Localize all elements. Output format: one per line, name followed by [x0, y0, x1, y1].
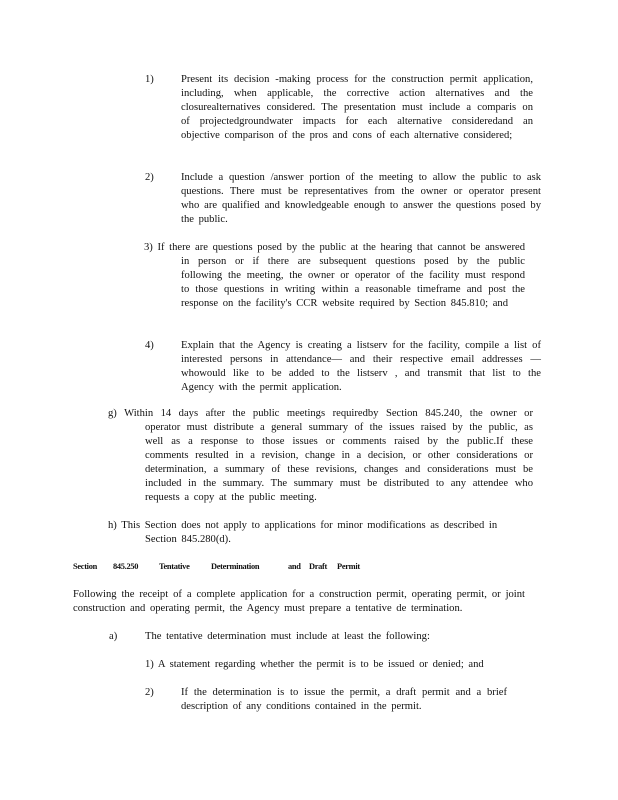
- item-4-number: 4): [145, 340, 154, 351]
- intro-paragraph: Following the receipt of a complete application for a construction permit, operating permit, or joint construction and operating permit, the Agency must prepare a tentative de termination.: [73, 589, 525, 614]
- item-2-number: 2): [145, 172, 154, 183]
- section-title-word-3: and: [288, 562, 301, 571]
- section-title-word-4: Draft: [309, 562, 328, 571]
- subsection-h-text: h) This Section does not apply to applications for minor modifications as described in Section 845.280(d).: [108, 520, 498, 545]
- section-heading: [73, 560, 373, 574]
- section-label: Section: [73, 562, 97, 571]
- subsection-a-text: The tentative determination must include at least the following:: [145, 631, 430, 642]
- item-1-number: 1): [145, 74, 154, 85]
- list-a-item-1: 1) A statement regarding whether the permit is to be issued or denied; and: [145, 659, 484, 670]
- subsection-a-letter: a): [109, 631, 118, 642]
- section-title-word-1: Tentative: [159, 562, 190, 571]
- item-1-text: Present its decision -making process for the construction permit application, including, when applicable, the corrective action alternatives and the closurealternatives considered. The presentation must include a comparis on of projectedgroundwater impacts for each alternative consideredand an objective comparison of the pros and cons of each alternative considered;: [181, 74, 533, 141]
- item-2-text: Include a question /answer portion of the meeting to allow the public to ask questions. There must be representatives from the owner or operator present who are qualified and knowledgeable enough to answer the questions posed by the public.: [181, 172, 541, 225]
- item-3-text: 3) If there are questions posed by the public at the hearing that cannot be answered in person or if there are subsequent questions posed by the public following the meeting, the owner or operator of the facility must respond to those questions in writing within a reasonable timeframe and post the response on the facility's CCR website required by Section 845.810; and: [144, 242, 525, 309]
- item-4-text: Explain that the Agency is creating a listserv for the facility, compile a list of interested persons in attendance— and their respective email addresses —whowould like to be added to the listserv , and transmit that list to the Agency with the permit application.: [181, 340, 541, 393]
- list-a-item-2-text: If the determination is to issue the permit, a draft permit and a brief description of any conditions contained in the permit.: [181, 687, 507, 712]
- section-title-word-2: Determination: [211, 562, 260, 571]
- section-title-word-5: Permit: [337, 562, 360, 571]
- section-number: 845.250: [113, 562, 139, 571]
- list-a-item-2-number: 2): [145, 687, 154, 698]
- subsection-g-text: g) Within 14 days after the public meetings requiredby Section 845.240, the owner or operator must distribute a general summary of the issues raised by the public, as well as a response to those issues or comments raised by the public.If these comments resulted in a revision, change in a decision, or other considerations or determination, a summary of these revisions, changes and considerations must be included in the summary. The summary must be distributed to any attendee who requests a copy at the public meeting.: [108, 408, 533, 503]
